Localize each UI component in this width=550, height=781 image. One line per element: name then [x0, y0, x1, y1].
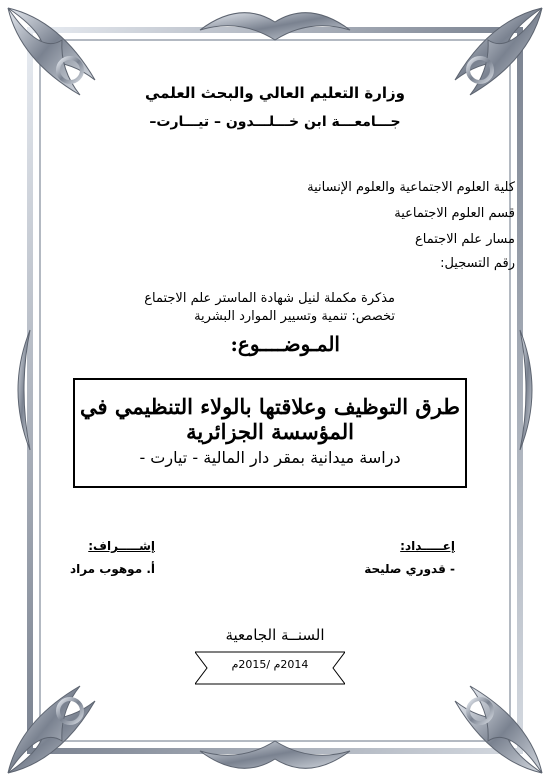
right-side-ornament — [520, 330, 532, 450]
left-side-ornament — [18, 330, 30, 450]
track-name: مسار علم الاجتماع — [415, 232, 515, 247]
title-box — [73, 378, 467, 488]
thesis-description: مذكرة مكملة لنيل شهادة الماستر علم الاجتماع — [144, 291, 395, 306]
academic-year-label: السنــة الجامعية — [225, 626, 325, 644]
thesis-subtitle: دراسة ميدانية بمقر دار المالية - تيارت - — [139, 448, 401, 467]
ministry-name: وزارة التعليم العالي والبحث العلمي — [144, 84, 406, 102]
student-name: - قدوري صليحة — [364, 562, 455, 576]
specialty: تخصص: تنمية وتسيير الموارد البشرية — [194, 309, 395, 324]
bottom-crest-ornament — [200, 741, 350, 768]
corner-ornament-bottom-left — [8, 686, 95, 773]
subject-label: المـوضــــوع: — [230, 332, 340, 356]
academic-year-value: 2014م /2015م — [231, 658, 309, 671]
university-name: جـــامعـــة ابن خـــلـــدون – تيـــارت– — [149, 114, 401, 130]
registration-label: رقم التسجيل: — [440, 256, 515, 271]
department-name: قسم العلوم الاجتماعية — [394, 206, 515, 221]
college-name: كلية العلوم الاجتماعية والعلوم الإنسانية — [307, 180, 515, 195]
corner-ornament-top-left — [8, 8, 95, 95]
top-crest-ornament — [200, 13, 350, 40]
corner-ornament-bottom-right — [455, 686, 542, 773]
thesis-title: طرق التوظيف وعلاقتها بالولاء التنظيمي في المؤسسة الجزائرية — [79, 394, 460, 444]
prepared-label: إعـــــداد: — [400, 539, 455, 553]
corner-ornament-top-right — [455, 8, 542, 95]
supervisor-name: أ. موهوب مراد — [69, 562, 155, 576]
supervision-label: إشـــــراف: — [88, 539, 155, 553]
